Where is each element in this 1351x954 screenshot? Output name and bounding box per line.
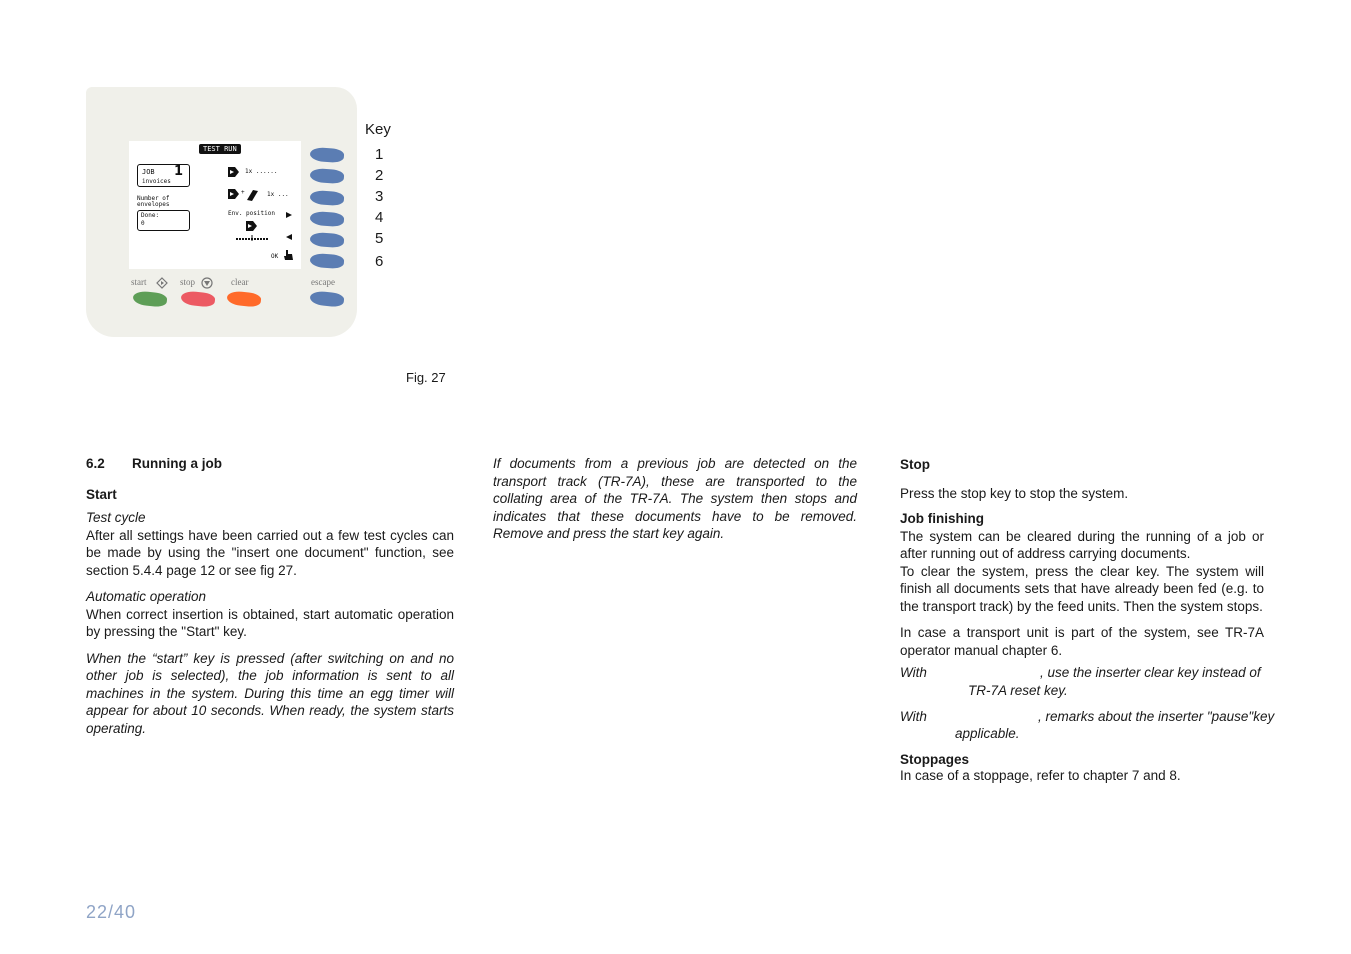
lcd-ok: OK	[271, 253, 279, 260]
lcd-row-1: 1x ......	[245, 168, 278, 175]
lcd-row-2: 1x ...	[267, 191, 289, 198]
with-note-2-c: applicable.	[955, 726, 1020, 741]
lcd-done-value: 0	[141, 220, 145, 227]
test-cycle-title: Test cycle	[86, 510, 146, 525]
previous-documents-note: If documents from a previous job are detected on the transport track (TR-7A), these are transported to the collating area of the TR-7A. The system then stops and indicates that these documents have to be removed. Remove and press the start key again.	[493, 456, 857, 541]
lcd-job-box	[137, 164, 190, 187]
with-note-1-b: , use the inserter clear key instead of	[1040, 665, 1261, 680]
start-label: start	[131, 277, 147, 287]
lcd-display	[129, 141, 301, 269]
key-number: 6	[375, 253, 384, 270]
stop-octagon-icon	[201, 277, 213, 289]
lcd-job-name: invoices	[142, 178, 171, 185]
lcd-done-label: Done:	[141, 212, 160, 219]
figure-caption: Fig. 27	[406, 370, 446, 385]
envelope-position-icon	[243, 219, 261, 233]
key-number: 3	[375, 188, 384, 205]
job-finishing-text-2: To clear the system, press the clear key. The system will finish all documents sets that have already been fed (e.g. to the transport track) by the feed units. Then the system stops.	[900, 563, 1264, 614]
transport-unit-text: In case a transport unit is part of the system, see TR-7A operator manual chapter 6.	[900, 625, 1264, 658]
lcd-done-box	[137, 210, 190, 231]
clear-label: clear	[231, 277, 249, 287]
with-note-2-b: , remarks about the inserter "pause"key	[1038, 709, 1275, 724]
stoppages-heading: Stoppages	[900, 752, 970, 767]
svg-text:+: +	[241, 189, 245, 196]
job-finishing-heading: Job finishing	[900, 511, 984, 526]
column-1	[86, 455, 454, 737]
right-arrow-icon	[285, 211, 293, 219]
key-number: 4	[375, 209, 384, 226]
escape-label: escape	[311, 277, 335, 287]
lcd-job-number: 1	[174, 164, 184, 179]
left-arrow-icon	[285, 233, 293, 241]
key-number: 5	[375, 230, 384, 247]
start-note: When the “start” key is pressed (after switching on and no other job is selected), the job information is sent to all machines in the system. During this time an egg timer will appear for about 10 seconds. When ready, the system starts operating.	[86, 650, 454, 736]
key-title: Key	[365, 121, 391, 138]
section-number: 6.2	[86, 456, 105, 471]
job-finishing-text-1: The system can be cleared during the running of a job or after running out of address carrying documents.	[900, 528, 1264, 561]
key-number: 2	[375, 167, 384, 184]
page-number: 22/40	[86, 902, 137, 922]
hand-pointer-icon	[282, 249, 294, 261]
with-note-1-a: With	[900, 665, 927, 680]
start-diamond-icon	[156, 277, 168, 289]
column-2	[493, 455, 857, 543]
stop-text: Press the stop key to stop the system.	[900, 485, 1129, 501]
start-heading: Start	[86, 486, 117, 502]
stop-label: stop	[180, 277, 196, 287]
test-cycle-text: After all settings have been carried out a few test cycles can be made by using the "insert one document" function, see section 5.4.4 page 12 or see fig 27.	[86, 527, 454, 578]
key-number: 1	[375, 146, 384, 163]
with-note-2-a: With	[900, 709, 927, 724]
with-note-1-c: TR-7A reset key.	[968, 683, 1068, 698]
stop-heading: Stop	[900, 457, 930, 472]
automatic-operation-title: Automatic operation	[86, 589, 207, 604]
position-scale-icon	[235, 234, 269, 242]
lcd-job-label: JOB	[142, 168, 155, 176]
column-3	[900, 456, 1264, 668]
document-fold-icon	[227, 188, 259, 202]
lcd-env-position: Env. position	[228, 210, 275, 217]
document-feed-icon	[227, 166, 241, 178]
automatic-operation-text: When correct insertion is obtained, start automatic operation by pressing the "Start" key.	[86, 606, 454, 639]
lcd-title: TEST RUN	[199, 144, 241, 154]
section-title: Running a job	[132, 456, 222, 471]
stoppages-text: In case of a stoppage, refer to chapter 7 and 8.	[900, 768, 1181, 783]
lcd-number-of-envelopes: Number of envelopes	[137, 195, 170, 208]
